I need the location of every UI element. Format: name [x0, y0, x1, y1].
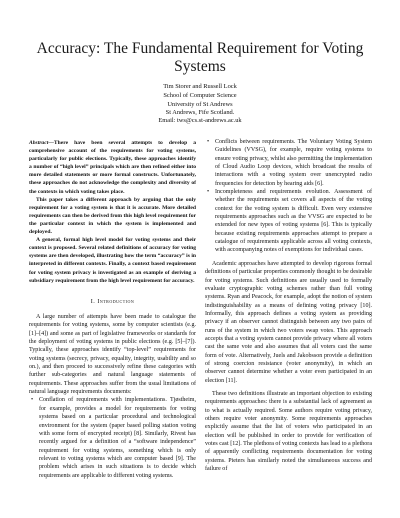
abstract-paragraph-1: [29, 139, 196, 196]
author-city: St Andrews, Fife Scotland.: [165, 108, 235, 116]
abstract-text-1: —There have been several attempts to develop a comprehensive account of the requirements for voting systems, particularly for public elections. Typically, these approaches identify a number of “high level” principals which are then refined either into more detailed statements or more formal constructs. Unfortunately, these approaches do not acknowledge the complexity and diversity of the contexts in which voting takes place.: [29, 140, 196, 195]
author-names: Tim Storer and Russell Lock: [163, 83, 237, 90]
section-heading-introduction: I. Introduction: [90, 298, 135, 305]
paper-title: Accuracy: The Fundamental Requirement for Voting Systems: [36, 40, 364, 75]
abstract-paragraph-2: This paper takes a different approach by arguing that the only requirement for a voting system is that it is accurate. More detailed requirements can then be derived from this high level requirement for the particular context in which the system is implemented and deployed.: [29, 196, 196, 236]
author-email: Email: tws@cs.st-andrews.ac.uk: [158, 117, 242, 125]
introduction-paragraph-1: A large number of attempts have been made to catalogue the requirements for voting systems, some by computer scientists (e.g. [1]–[4]) and some as part of legislative frameworks or standards for the deployment of voting systems in public elections (e.g. [5]–[7]). Typically, these approaches identify “top-level” requirements for voting systems (secrecy, privacy, equality, integrity, usability and so on.), and then proceed to successively refine these categories with further sub-categories and natural language statements of requirements. These approaches suffer from the usual limitations of natural language requirements documents:: [29, 314, 196, 396]
introduction-body: [29, 313, 196, 480]
requirements-limitations-list: [29, 396, 196, 479]
abstract-lead: Abstract: [29, 140, 49, 146]
author-block: [100, 83, 300, 125]
body-paragraph: These two definitions illustrate an important objection to existing requirements approaches: there is a substantial lack of agreement as to what is actually required. Some authors require voting privacy, others require voter anonymity. Some requirements approaches explicitly assume that the list of voters who participated in an election will be published in order to provide for verification of votes cast [12]. The plethora of voting contexts has lead to a plethora of apparently conflicting requirements documentation for voting systems. Pieters has similarly noted the simultaneous success and failure of: [205, 390, 372, 473]
right-column: [205, 138, 372, 473]
author-affiliation: School of Computer Science: [163, 92, 237, 100]
requirements-limitations-list-continued: [205, 138, 372, 255]
list-item: • Incompleteness and requirements evolution. Assessment of whether the requirements set covers all aspects of the voting context for the voting system is difficult. Even very extensive requirements approaches such as the VVSG are expected to be extended for new types of voting systems [6]. This is typically because existing requirements approaches attempt to prepare a catalogue of requirements applicable across all voting contexts, with accompanying notes of exemptions for individual cases.: [205, 188, 372, 255]
abstract-paragraph-3: A general, formal high level model for voting systems and their context is proposed. Several related definitions of accuracy for voting systems are then developed, illustrating how the term “accuracy” is in interpreted in different contexts. Finally, a context based requirement for voting system privacy is investigated as an example of deriving a subsidiary requirement from the high level requirement for accuracy.: [29, 237, 196, 284]
body-paragraph: Academic approaches have attempted to develop rigorous formal definitions of particular properties commonly thought to be desirable for voting systems. Such definitions are usually used to formally evaluate cryptographic voting schemes rather than full voting systems. Ryan and Peacock, for example, adopt the notion of system indistinguishability as a means of defining voting privacy [10]. Informally, this approach defines a voting system as providing privacy if an observer cannot distinguish between any two pairs of runs of the system in which two voters swap votes. This approach accepts that a voting system cannot provide privacy where all voters cast the same vote and also assumes that all voters cast the same form of vote. Alternatively, Juels and Jakobsson provide a definition of strong coercion resistance (voter anonymity), in which an observer cannot determine whether a voter even participated in an election [11].: [205, 260, 372, 384]
author-university: University of St Andrews: [167, 100, 233, 108]
left-column: [29, 139, 196, 480]
list-item: • Conflation of requirements with implementations. Tjøstheim, for example, provides a model for requirements for voting systems based on a particular procedural and technological environment for the system (paper based polling station voting with some form of encrypted receipt) [8]. Similarly, Rivest has recently argued for a definition of a “software independence” requirement for voting systems, something which is only relevant to voting systems which are computer based [9]. The problem which arises in such situations is to decide which requirements are applicable to different voting systems.: [29, 396, 196, 479]
abstract: [29, 139, 196, 285]
list-item: • Conflicts between requirements. The Voluntary Voting System Guidelines (VVSG), for example, require voting systems to ensure voting privacy, whilst also permitting the implementation of Cloud Audio Loop devices, which broadcast the results of interactions with a voting system over unencrypted radio frequencies for detection by hearing aids [6].: [205, 138, 372, 188]
